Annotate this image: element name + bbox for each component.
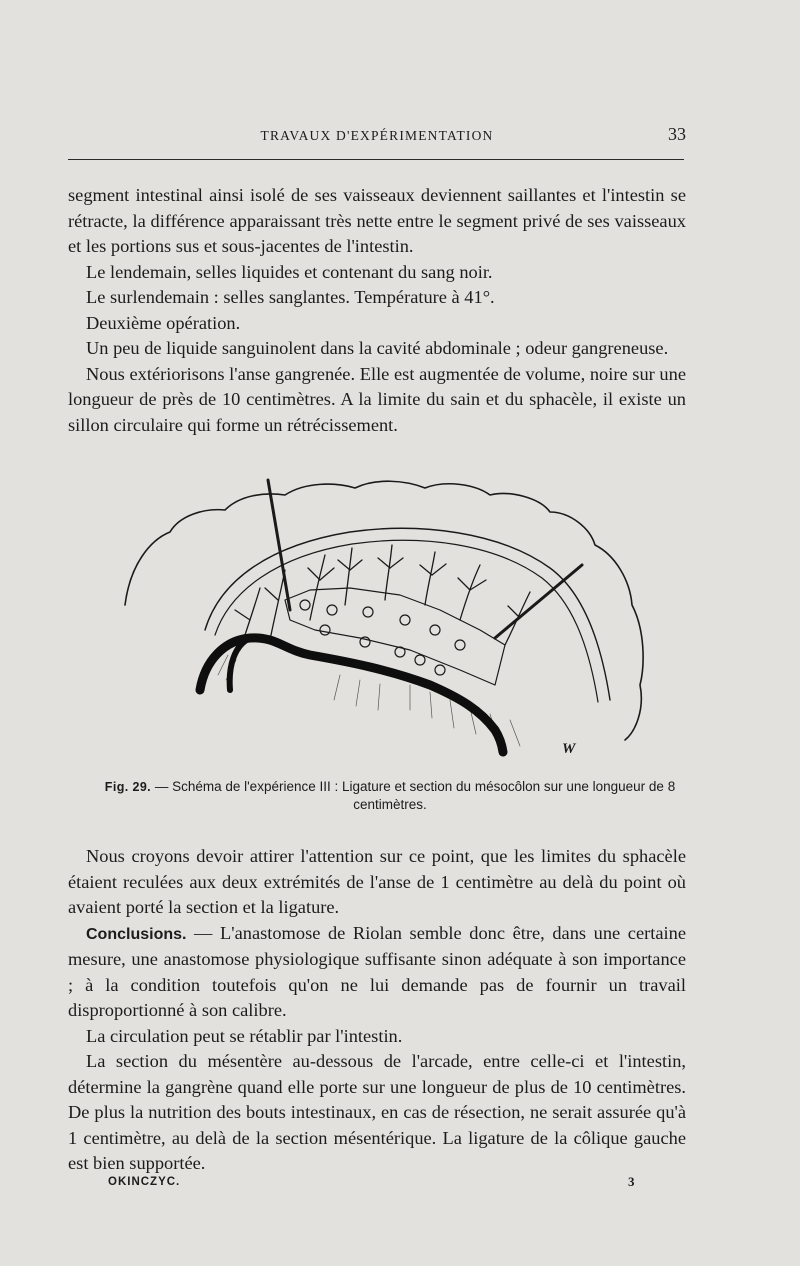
ligature-line-left <box>268 480 290 610</box>
mesenteric-vessels <box>235 545 530 650</box>
paragraph <box>68 921 686 1024</box>
text-block-top <box>68 183 686 438</box>
paragraph-text: La section du mésentère au-dessous de l'arcade, entre celle-ci et l'intestin, détermine la gangrène quand elle porte sur une longueur de plus de 10 centimètres. De plus la nutrition des bouts intestinaux, en cas de résection, ne serait assurée qu'à 1 centimètre, au delà de la section mésentérique. La ligature de la côlique gauche est bien supportée. <box>68 1051 686 1173</box>
paragraph <box>68 844 686 921</box>
mesocolon-ligature-diagram <box>110 470 650 770</box>
signature-mark: 3 <box>628 1174 635 1189</box>
paragraph-text: Nous croyons devoir attirer l'attention sur ce point, que les limites du sphacèle étaient reculées aux deux extrémités de l'anse de 1 centimètre au delà du point où avaient porté la section et la ligature. <box>68 846 686 917</box>
paragraph: segment intestinal ainsi isolé de ses vaisseaux deviennent saillantes et l'intestin se rétracte, la différence apparaissant très nette entre le segment privé de ses vaisseaux et les portions sus et sous-jacentes de l'intestin. <box>68 185 686 256</box>
header-rule <box>68 159 684 160</box>
paragraph-text: La circulation peut se rétablir par l'intestin. <box>86 1025 403 1046</box>
paragraph: Nous extériorisons l'anse gangrenée. Elle est augmentée de volume, noire sur une longueur de près de 10 centimètres. A la limite du sain et du sphacèle, il existe un sillon circulaire qui forme un rétrécissement. <box>68 363 686 435</box>
colon-outer-wall <box>125 481 643 740</box>
paragraph: Deuxième opération. <box>86 312 241 333</box>
text-block-bottom <box>68 844 686 1177</box>
caption-text: — Schéma de l'expérience III : Ligature et section du mésocôlon sur une longueur de 8 centimètres. <box>151 779 676 812</box>
page-number: 33 <box>668 124 686 144</box>
paragraph: Le surlendemain : selles sanglantes. Température à 41°. <box>86 287 495 307</box>
paragraph: Un peu de liquide sanguinolent dans la cavité abdominale ; odeur gangreneuse. <box>86 338 669 358</box>
figure-label: Fig. 29. <box>104 780 152 794</box>
colic-artery <box>200 638 503 752</box>
paragraph-text: — L'anastomose de Riolan semble donc être, dans une certaine mesure, une anastomose physiologique suffisante sinon adéquate à son importance ; à la condition toutefois qu'on ne lui demande pas de fournir un travail disproportionné à son calibre. <box>68 922 686 1020</box>
conclusions-heading: Conclusions. <box>86 925 187 943</box>
figure-29-illustration <box>110 470 650 770</box>
running-title: TRAVAUX D'EXPÉRIMENTATION <box>260 128 494 143</box>
figure-signature: W <box>562 741 576 757</box>
paragraph: Le lendemain, selles liquides et contenant du sang noir. <box>86 261 493 282</box>
ligature-knots <box>300 600 465 675</box>
figure-caption <box>90 778 690 814</box>
paragraph <box>68 1049 686 1177</box>
footer-author: OKINCZYC. <box>108 1176 181 1188</box>
paragraph <box>68 1024 686 1050</box>
